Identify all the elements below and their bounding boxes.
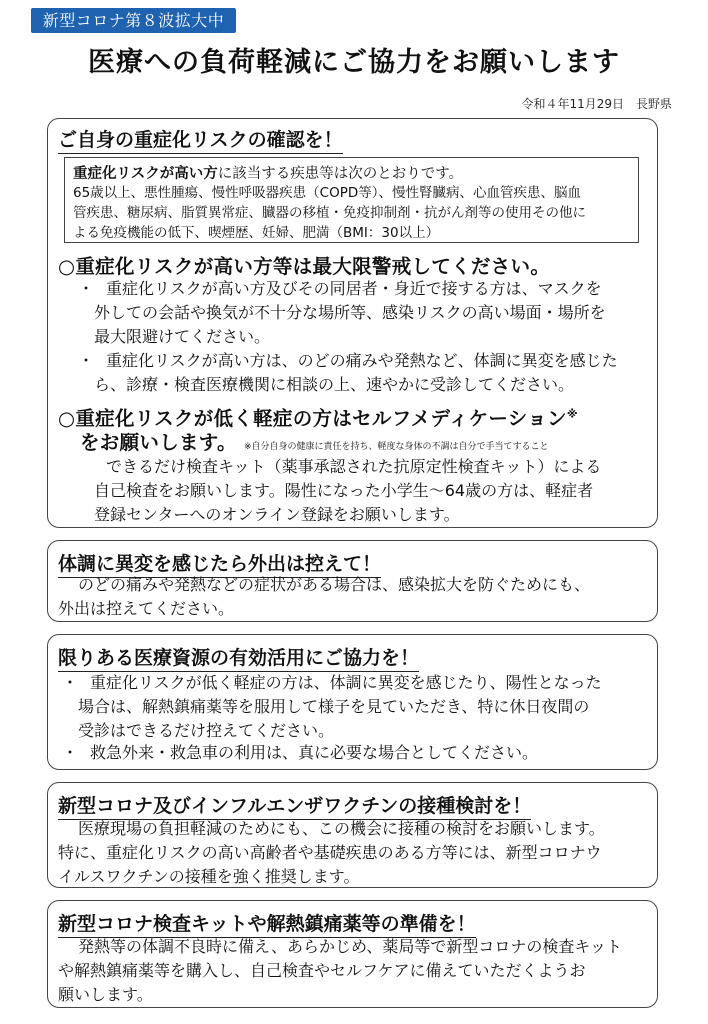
section-risk-check: [47, 118, 658, 528]
section-heading: 新型コロナ検査キットや解熱鎮痛薬等の準備を！: [58, 909, 476, 938]
criteria-line: 管疾患、糖尿病、脂質異常症、臓器の移植・免疫抑制剤・抗がん剤等の使用その他に: [73, 205, 586, 221]
body-line: のどの痛みや発熱などの症状がある場合は、感染拡大を防ぐためにも、: [78, 575, 591, 594]
body-line: 自己検査をお願いします。陽性になった小学生～64歳の方は、軽症者: [94, 481, 594, 500]
body-line: できるだけ検査キット（薬事承認された抗原定性検査キット）による: [106, 457, 602, 476]
bullet-line: 重症化リスクが低く軽症の方は、体調に異変を感じたり、陽性となった: [90, 673, 602, 692]
section-stay-home: [47, 540, 658, 622]
bullet-dot-icon: ・: [78, 279, 95, 298]
body-line: 願いします。: [58, 985, 153, 1004]
section-heading: ご自身の重症化リスクの確認を！: [58, 125, 343, 154]
subsection-heading-cont: をお願いします。 ※自分自身の健康に責任を持ち、軽度な身体の不調は自分で手当てすること: [80, 431, 549, 454]
section-heading: 新型コロナ及びインフルエンザワクチンの接種検討を！: [58, 791, 531, 820]
section-vaccination: [47, 782, 658, 888]
bullet-line: 救急外来・救急車の利用は、真に必要な場合としてください。: [90, 743, 539, 762]
date-line: 令和４年11月29日 長野県: [521, 97, 672, 111]
bullet-dot-icon: ・: [62, 673, 79, 692]
section-heading: 体調に異変を感じたら外出は控えて！: [58, 549, 381, 578]
body-line: イルスワクチンの接種を強く推奨します。: [58, 867, 360, 886]
criteria-line: よる免疫機能の低下、喫煙歴、妊婦、肥満（BMI：30以上）: [73, 225, 440, 241]
bullet-line: ら、診療・検査医療機関に相談の上、速やかに受診してください。: [94, 375, 575, 394]
bullet-line: 場合は、解熱鎮痛薬等を服用して様子を見ていただき、特に休日夜間の: [78, 697, 590, 716]
risk-criteria-box: [64, 157, 639, 243]
subsection-heading: ○重症化リスクが高い方等は最大限警戒してください。: [58, 255, 551, 278]
footnote: ※自分自身の健康に責任を持ち、軽度な身体の不調は自分で手当てすること: [243, 442, 549, 452]
criteria-lead: 重症化リスクが高い方に該当する疾患等は次のとおりです。: [73, 166, 464, 182]
bullet-line: 外しての会話や換気が不十分な場所等、感染リスクの高い場面・場所を: [94, 303, 606, 322]
status-badge: 新型コロナ第８波拡大中: [31, 8, 236, 33]
subsection-heading: ○重症化リスクが低く軽症の方はセルフメディケーション※: [58, 407, 578, 430]
criteria-line: 65歳以上、悪性腫瘍、慢性呼吸器疾患（COPD等）、慢性腎臓病、心血管疾患、脳血: [73, 185, 582, 201]
bullet-dot-icon: ・: [62, 743, 79, 762]
body-line: 医療現場の負担軽減のためにも、この機会に接種の検討をお願いします。: [78, 819, 605, 838]
body-line: 登録センターへのオンライン登録をお願いします。: [94, 505, 460, 524]
bullet-line: 受診はできるだけ控えてください。: [78, 721, 335, 740]
bullet-dot-icon: ・: [78, 351, 95, 370]
body-line: 外出は控えてください。: [58, 599, 235, 618]
bullet-line: 重症化リスクが高い方及びその同居者・身近で接する方は、マスクを: [106, 279, 602, 298]
body-line: 特に、重症化リスクの高い高齢者や基礎疾患のある方等には、新型コロナウ: [58, 843, 602, 862]
section-preparation: [47, 900, 658, 1008]
body-line: 発熱等の体調不良時に備え、あらかじめ、薬局等で新型コロナの検査キット: [78, 937, 623, 956]
body-line: や解熱鎮痛薬等を購入し、自己検査やセルフケアに備えていただくようお: [58, 961, 586, 980]
section-medical-resources: [47, 634, 658, 770]
section-heading: 限りある医療資源の有効活用にご協力を！: [58, 643, 419, 672]
bullet-line: 最大限避けてください。: [94, 327, 271, 346]
bullet-line: 重症化リスクが高い方は、のどの痛みや発熱など、体調に異変を感じた: [106, 351, 618, 370]
page-title: 医療への負荷軽減にご協力をお願いします: [88, 47, 620, 78]
